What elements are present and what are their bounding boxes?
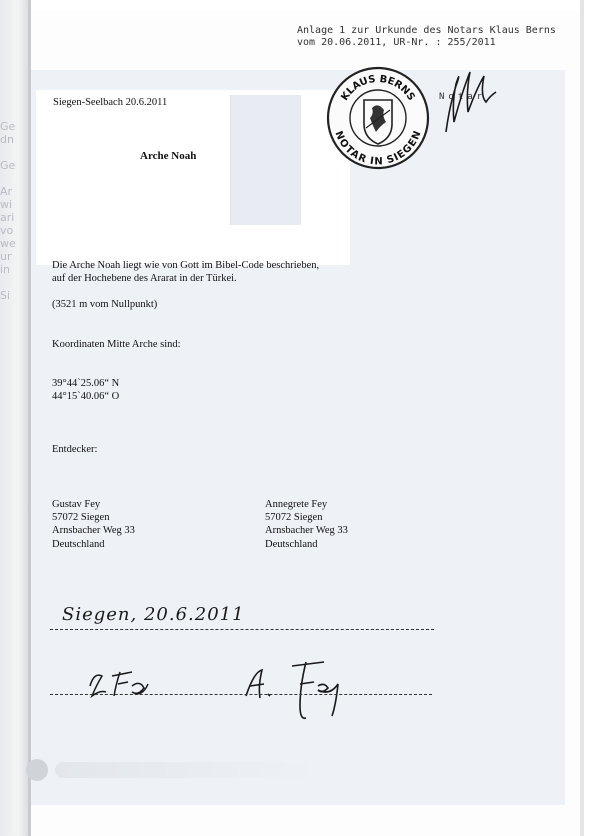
- discoverer-name: Annegrete Fey: [265, 499, 328, 510]
- notary-annex-note: [297, 25, 556, 49]
- faded-overlay: [230, 95, 301, 225]
- coordinates-label: Koordinaten Mitte Arche sind:: [52, 339, 181, 350]
- annex-line-1: Anlage 1 zur Urkunde des Notars Klaus Berns: [297, 25, 556, 36]
- notary-seal-icon: [326, 66, 430, 170]
- date-line: [50, 629, 434, 630]
- discoverer-city: 57072 Siegen: [52, 512, 110, 523]
- handwritten-place-date: Siegen, 20.6.2011: [62, 604, 245, 625]
- document-title: Arche Noah: [140, 150, 197, 162]
- signature-line: [50, 694, 432, 695]
- show-through-text: Ge dn Ge Ar wi ari vo we ur in Si: [0, 120, 16, 302]
- intro-line-1: Die Arche Noah liegt wie von Gott im Bibel-Code beschrieben,: [52, 260, 320, 271]
- seal-bottom-text: NOTAR IN SIEGEN: [332, 129, 424, 168]
- signature-annegrete-icon: [240, 656, 350, 726]
- signature-gustav-icon: [86, 662, 156, 702]
- coordinate-east: 44°15`40.06“ O: [52, 391, 120, 402]
- seal-top-text: KLAUS BERNS: [339, 73, 417, 103]
- sheet-edge: [580, 0, 584, 836]
- coordinate-north: 39°44`25.06“ N: [52, 378, 120, 389]
- faded-toolbar: [55, 762, 315, 778]
- notar-label: Notar: [439, 92, 487, 102]
- discoverer-street: Arnsbacher Weg 33: [52, 525, 135, 536]
- place-date: Siegen-Seelbach 20.6.2011: [53, 97, 168, 108]
- discoverer-country: Deutschland: [265, 539, 318, 550]
- notary-signature-icon: [440, 62, 500, 142]
- discoverers-label: Entdecker:: [52, 444, 98, 455]
- text-panel: [36, 90, 350, 265]
- discoverer-name: Gustav Fey: [52, 499, 101, 510]
- discoverer-country: Deutschland: [52, 539, 105, 550]
- altitude-note: (3521 m vom Nullpunkt): [52, 299, 158, 310]
- faded-circle-icon: [26, 759, 48, 781]
- discoverer-street: Arnsbacher Weg 33: [265, 525, 348, 536]
- intro-line-2: auf der Hochebene des Ararat in der Türkei.: [52, 273, 237, 284]
- discoverer-city: 57072 Siegen: [265, 512, 323, 523]
- annex-line-2: vom 20.06.2011, UR-Nr. : 255/2011: [297, 37, 496, 48]
